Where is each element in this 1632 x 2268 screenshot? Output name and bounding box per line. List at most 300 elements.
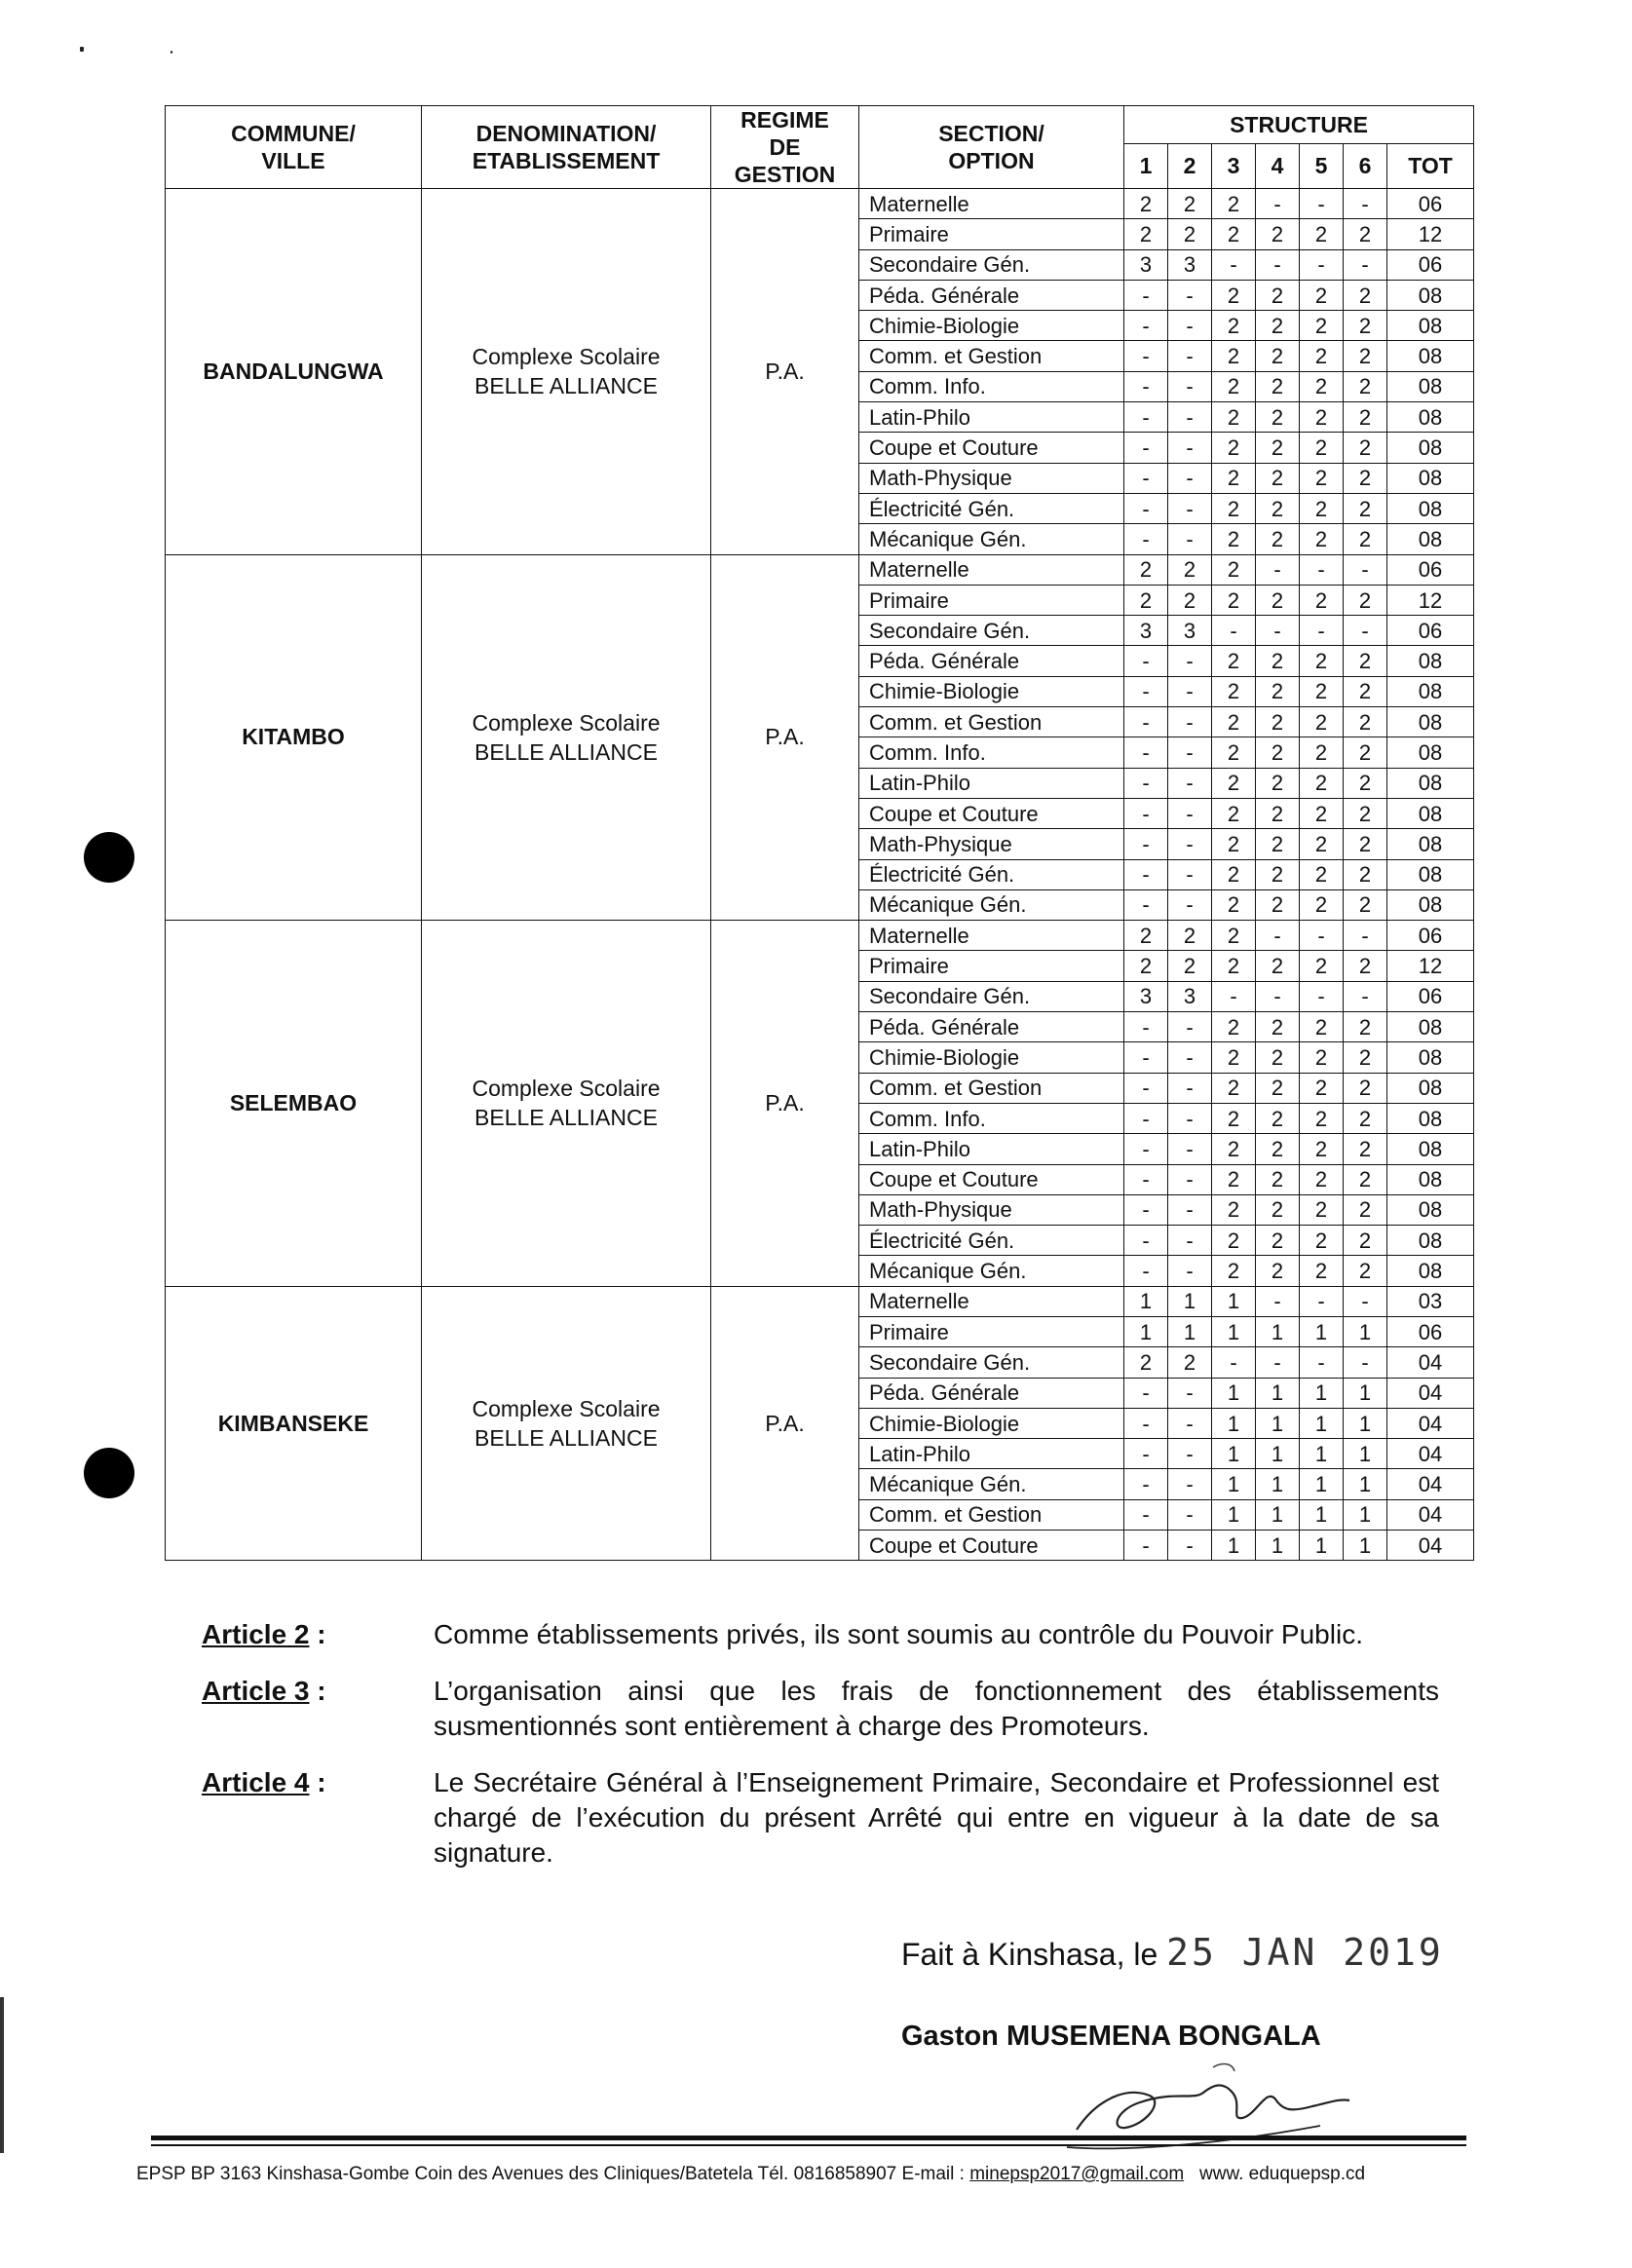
year-cell: 2	[1256, 371, 1300, 401]
year-cell: 1	[1344, 1469, 1387, 1499]
year-cell: 2	[1212, 646, 1256, 676]
total-cell: 04	[1387, 1531, 1474, 1561]
year-cell: 2	[1256, 463, 1300, 493]
section-cell: Math-Physique	[859, 829, 1124, 859]
total-cell: 08	[1387, 707, 1474, 737]
article	[202, 1765, 1439, 1871]
section-cell: Mécanique Gén.	[859, 1469, 1124, 1499]
year-cell: 2	[1124, 219, 1168, 249]
year-cell: 2	[1256, 402, 1300, 433]
year-cell: 2	[1344, 1164, 1387, 1194]
section-cell: Chimie-Biologie	[859, 1042, 1124, 1073]
year-cell: -	[1256, 1286, 1300, 1316]
year-cell: -	[1124, 433, 1168, 463]
year-cell: 1	[1212, 1408, 1256, 1438]
total-cell: 08	[1387, 1164, 1474, 1194]
year-cell: 2	[1256, 737, 1300, 768]
year-cell: 2	[1300, 280, 1344, 310]
year-cell: 2	[1344, 463, 1387, 493]
total-cell: 03	[1387, 1286, 1474, 1316]
year-cell: 2	[1212, 1042, 1256, 1073]
year-cell: 2	[1256, 1103, 1300, 1133]
year-cell: 2	[1124, 189, 1168, 219]
article-label: Article 2 :	[202, 1619, 326, 1649]
structure-table	[165, 105, 1474, 1561]
year-cell: 2	[1212, 371, 1256, 401]
year-cell: 2	[1212, 524, 1256, 554]
year-cell: -	[1124, 1378, 1168, 1408]
year-cell: 2	[1212, 554, 1256, 585]
total-cell: 04	[1387, 1469, 1474, 1499]
year-cell: 2	[1344, 1194, 1387, 1225]
header-total: TOT	[1387, 143, 1474, 188]
year-cell: -	[1168, 676, 1212, 706]
year-cell: 2	[1256, 280, 1300, 310]
year-cell: -	[1124, 1531, 1168, 1561]
year-cell: -	[1168, 433, 1212, 463]
year-cell: 1	[1300, 1531, 1344, 1561]
section-cell: Secondaire Gén.	[859, 981, 1124, 1011]
year-cell: 2	[1212, 1073, 1256, 1103]
year-cell: -	[1168, 1164, 1212, 1194]
year-cell: 2	[1212, 1164, 1256, 1194]
section-cell: Péda. Générale	[859, 280, 1124, 310]
year-cell: -	[1300, 554, 1344, 585]
article-text: Le Secrétaire Général à l’Enseignement Primaire, Secondaire et Professionnel est chargé de l’exécution du présent Arrêté qui entre en vigueur à la date de sa signature.	[434, 1767, 1439, 1868]
year-cell: -	[1256, 189, 1300, 219]
etablissement-cell: Complexe Scolaire BELLE ALLIANCE	[422, 921, 711, 1287]
year-cell: 2	[1212, 1256, 1256, 1286]
total-cell: 12	[1387, 585, 1474, 615]
year-cell: -	[1344, 981, 1387, 1011]
total-cell: 04	[1387, 1499, 1474, 1530]
year-cell: 2	[1256, 889, 1300, 920]
year-cell: -	[1168, 798, 1212, 828]
section-cell: Coupe et Couture	[859, 1164, 1124, 1194]
year-cell: 2	[1212, 280, 1256, 310]
total-cell: 08	[1387, 1256, 1474, 1286]
year-cell: 2	[1344, 737, 1387, 768]
year-cell: -	[1344, 249, 1387, 280]
year-cell: 2	[1212, 889, 1256, 920]
year-cell: 2	[1212, 219, 1256, 249]
year-cell: 2	[1212, 402, 1256, 433]
year-cell: 2	[1344, 402, 1387, 433]
year-cell: 2	[1256, 1164, 1300, 1194]
year-cell: -	[1212, 616, 1256, 646]
year-cell: 2	[1300, 524, 1344, 554]
year-cell: 2	[1124, 554, 1168, 585]
year-cell: -	[1344, 189, 1387, 219]
year-cell: -	[1124, 1499, 1168, 1530]
year-cell: 2	[1344, 1134, 1387, 1164]
year-cell: -	[1124, 524, 1168, 554]
year-cell: 2	[1256, 433, 1300, 463]
footer-rule-thin	[151, 2144, 1466, 2146]
article	[202, 1617, 1439, 1652]
year-cell: -	[1168, 1378, 1212, 1408]
table-row	[166, 921, 1474, 951]
year-cell: 2	[1344, 493, 1387, 523]
year-cell: 2	[1212, 189, 1256, 219]
scan-edge-mark	[0, 1997, 4, 2153]
year-cell: -	[1168, 341, 1212, 371]
year-cell: 1	[1124, 1286, 1168, 1316]
year-cell: 1	[1212, 1378, 1256, 1408]
section-cell: Mécanique Gén.	[859, 889, 1124, 920]
section-cell: Comm. Info.	[859, 1103, 1124, 1133]
year-cell: 2	[1124, 1347, 1168, 1378]
year-cell: 1	[1344, 1378, 1387, 1408]
year-cell: 1	[1168, 1286, 1212, 1316]
section-cell: Comm. et Gestion	[859, 341, 1124, 371]
section-cell: Secondaire Gén.	[859, 249, 1124, 280]
year-cell: 2	[1212, 798, 1256, 828]
year-cell: 2	[1344, 1073, 1387, 1103]
total-cell: 06	[1387, 616, 1474, 646]
year-cell: 2	[1212, 1012, 1256, 1042]
year-cell: 2	[1168, 189, 1212, 219]
year-cell: 2	[1212, 707, 1256, 737]
table-row	[166, 554, 1474, 585]
year-cell: -	[1124, 889, 1168, 920]
section-cell: Comm. et Gestion	[859, 1073, 1124, 1103]
total-cell: 04	[1387, 1378, 1474, 1408]
year-cell: 2	[1300, 341, 1344, 371]
total-cell: 08	[1387, 1134, 1474, 1164]
year-cell: 1	[1256, 1499, 1300, 1530]
year-cell: 2	[1256, 524, 1300, 554]
section-cell: Maternelle	[859, 189, 1124, 219]
year-cell: 2	[1168, 921, 1212, 951]
section-cell: Péda. Générale	[859, 646, 1124, 676]
total-cell: 08	[1387, 371, 1474, 401]
year-cell: -	[1256, 921, 1300, 951]
year-cell: 2	[1256, 676, 1300, 706]
year-cell: 2	[1300, 463, 1344, 493]
year-cell: 2	[1300, 219, 1344, 249]
year-cell: 2	[1256, 951, 1300, 981]
year-cell: 2	[1256, 1256, 1300, 1286]
year-cell: -	[1124, 798, 1168, 828]
total-cell: 08	[1387, 1042, 1474, 1073]
year-cell: -	[1256, 1347, 1300, 1378]
year-cell: -	[1124, 1256, 1168, 1286]
total-cell: 06	[1387, 1316, 1474, 1346]
year-cell: -	[1124, 859, 1168, 889]
section-cell: Électricité Gén.	[859, 1226, 1124, 1256]
year-cell: 2	[1168, 1347, 1212, 1378]
header-year: 3	[1212, 143, 1256, 188]
year-cell: 2	[1212, 768, 1256, 798]
year-cell: 3	[1168, 981, 1212, 1011]
year-cell: 2	[1256, 1073, 1300, 1103]
section-cell: Électricité Gén.	[859, 859, 1124, 889]
year-cell: -	[1124, 402, 1168, 433]
year-cell: 2	[1256, 1042, 1300, 1073]
year-cell: 1	[1300, 1316, 1344, 1346]
year-cell: 2	[1168, 219, 1212, 249]
section-cell: Comm. et Gestion	[859, 1499, 1124, 1530]
articles-section	[202, 1617, 1439, 1892]
total-cell: 08	[1387, 889, 1474, 920]
year-cell: 2	[1344, 433, 1387, 463]
year-cell: -	[1168, 768, 1212, 798]
year-cell: -	[1124, 676, 1168, 706]
year-cell: 2	[1344, 646, 1387, 676]
year-cell: 2	[1256, 1226, 1300, 1256]
total-cell: 08	[1387, 341, 1474, 371]
year-cell: 1	[1212, 1499, 1256, 1530]
year-cell: -	[1124, 341, 1168, 371]
year-cell: 2	[1256, 859, 1300, 889]
year-cell: 2	[1344, 1012, 1387, 1042]
year-cell: 2	[1344, 371, 1387, 401]
total-cell: 08	[1387, 433, 1474, 463]
year-cell: -	[1168, 402, 1212, 433]
section-cell: Comm. Info.	[859, 737, 1124, 768]
date-stamp: 25 JAN 2019	[1166, 1931, 1444, 1974]
year-cell: -	[1168, 280, 1212, 310]
section-cell: Coupe et Couture	[859, 1531, 1124, 1561]
year-cell: 2	[1300, 402, 1344, 433]
year-cell: -	[1168, 371, 1212, 401]
year-cell: 2	[1300, 1194, 1344, 1225]
year-cell: 1	[1300, 1499, 1344, 1530]
section-cell: Math-Physique	[859, 1194, 1124, 1225]
year-cell: 2	[1344, 585, 1387, 615]
year-cell: 2	[1344, 219, 1387, 249]
footer-address: EPSP BP 3163 Kinshasa-Gombe Coin des Avenues des Cliniques/Batetela Tél. 0816858907 E-mail :	[136, 2164, 965, 2184]
year-cell: -	[1124, 280, 1168, 310]
year-cell: -	[1168, 1134, 1212, 1164]
year-cell: 1	[1212, 1286, 1256, 1316]
year-cell: -	[1344, 1347, 1387, 1378]
year-cell: 2	[1344, 889, 1387, 920]
year-cell: 2	[1212, 585, 1256, 615]
year-cell: 2	[1212, 676, 1256, 706]
header-year: 5	[1300, 143, 1344, 188]
year-cell: 1	[1212, 1531, 1256, 1561]
year-cell: 2	[1344, 1103, 1387, 1133]
year-cell: 2	[1300, 433, 1344, 463]
year-cell: 1	[1344, 1439, 1387, 1469]
year-cell: 1	[1212, 1469, 1256, 1499]
article-text: L’organisation ainsi que les frais de fonctionnement des établissements susmentionnés sont entièrement à charge des Promoteurs.	[434, 1676, 1439, 1741]
etablissement-cell: Complexe Scolaire BELLE ALLIANCE	[422, 554, 711, 921]
commune-cell: SELEMBAO	[166, 921, 422, 1287]
year-cell: 2	[1300, 859, 1344, 889]
commune-cell: BANDALUNGWA	[166, 189, 422, 555]
year-cell: 2	[1256, 1134, 1300, 1164]
year-cell: 2	[1344, 1256, 1387, 1286]
year-cell: 1	[1300, 1469, 1344, 1499]
article	[202, 1674, 1439, 1744]
year-cell: -	[1168, 1042, 1212, 1073]
year-cell: 2	[1212, 341, 1256, 371]
year-cell: 1	[1344, 1316, 1387, 1346]
section-cell: Chimie-Biologie	[859, 676, 1124, 706]
year-cell: 3	[1124, 616, 1168, 646]
year-cell: 1	[1124, 1316, 1168, 1346]
year-cell: 2	[1344, 280, 1387, 310]
year-cell: 2	[1212, 311, 1256, 341]
year-cell: 2	[1344, 707, 1387, 737]
total-cell: 06	[1387, 981, 1474, 1011]
footer-rule-thick	[151, 2136, 1466, 2140]
year-cell: -	[1300, 1347, 1344, 1378]
year-cell: -	[1300, 249, 1344, 280]
year-cell: -	[1168, 524, 1212, 554]
year-cell: 2	[1300, 707, 1344, 737]
year-cell: 2	[1212, 1226, 1256, 1256]
year-cell: -	[1124, 1408, 1168, 1438]
section-cell: Chimie-Biologie	[859, 311, 1124, 341]
header-regime: REGIME DE GESTION	[711, 106, 859, 189]
year-cell: 3	[1168, 249, 1212, 280]
total-cell: 08	[1387, 1073, 1474, 1103]
article-label-text: Article 3	[202, 1676, 310, 1706]
year-cell: 2	[1300, 798, 1344, 828]
year-cell: -	[1124, 1073, 1168, 1103]
total-cell: 04	[1387, 1439, 1474, 1469]
year-cell: 1	[1256, 1408, 1300, 1438]
punch-hole	[84, 832, 134, 883]
year-cell: -	[1212, 981, 1256, 1011]
year-cell: -	[1256, 554, 1300, 585]
etablissement-cell: Complexe Scolaire BELLE ALLIANCE	[422, 189, 711, 555]
footer-website[interactable]: www. eduquepsp.cd	[1199, 2164, 1366, 2184]
year-cell: 2	[1300, 646, 1344, 676]
section-cell: Péda. Générale	[859, 1012, 1124, 1042]
total-cell: 06	[1387, 189, 1474, 219]
year-cell: -	[1168, 1256, 1212, 1286]
regime-cell: P.A.	[711, 1286, 859, 1561]
year-cell: -	[1168, 737, 1212, 768]
header-section: SECTION/ OPTION	[859, 106, 1124, 189]
structure-table-wrapper	[165, 105, 1473, 1561]
year-cell: -	[1344, 554, 1387, 585]
year-cell: -	[1168, 1226, 1212, 1256]
year-cell: 2	[1212, 859, 1256, 889]
section-cell: Coupe et Couture	[859, 433, 1124, 463]
year-cell: -	[1124, 1164, 1168, 1194]
footer-email[interactable]: minepsp2017@gmail.com	[969, 2164, 1185, 2184]
total-cell: 08	[1387, 1103, 1474, 1133]
section-cell: Latin-Philo	[859, 1134, 1124, 1164]
year-cell: 1	[1256, 1316, 1300, 1346]
year-cell: 2	[1212, 433, 1256, 463]
footer	[136, 2164, 1500, 2185]
total-cell: 08	[1387, 829, 1474, 859]
year-cell: 2	[1212, 1134, 1256, 1164]
year-cell: -	[1300, 921, 1344, 951]
section-cell: Latin-Philo	[859, 402, 1124, 433]
header-commune: COMMUNE/ VILLE	[166, 106, 422, 189]
year-cell: 2	[1344, 859, 1387, 889]
year-cell: -	[1168, 1073, 1212, 1103]
year-cell: -	[1124, 737, 1168, 768]
year-cell: 2	[1300, 1073, 1344, 1103]
place-date-line	[901, 1931, 1444, 1974]
header-year: 2	[1168, 143, 1212, 188]
year-cell: 2	[1300, 1012, 1344, 1042]
year-cell: -	[1124, 1012, 1168, 1042]
year-cell: -	[1168, 1194, 1212, 1225]
year-cell: 2	[1300, 371, 1344, 401]
signer-name: Gaston MUSEMENA BONGALA	[901, 2021, 1321, 2052]
year-cell: 2	[1300, 585, 1344, 615]
handwritten-signature	[1057, 2042, 1369, 2169]
year-cell: 2	[1212, 493, 1256, 523]
year-cell: 2	[1256, 493, 1300, 523]
year-cell: 1	[1256, 1378, 1300, 1408]
section-cell: Primaire	[859, 951, 1124, 981]
section-cell: Maternelle	[859, 921, 1124, 951]
year-cell: 2	[1344, 1042, 1387, 1073]
section-cell: Latin-Philo	[859, 768, 1124, 798]
section-cell: Électricité Gén.	[859, 493, 1124, 523]
year-cell: -	[1300, 1286, 1344, 1316]
total-cell: 12	[1387, 219, 1474, 249]
year-cell: 2	[1256, 341, 1300, 371]
total-cell: 06	[1387, 554, 1474, 585]
year-cell: 2	[1212, 1194, 1256, 1225]
year-cell: 2	[1300, 1226, 1344, 1256]
total-cell: 08	[1387, 798, 1474, 828]
year-cell: -	[1168, 493, 1212, 523]
header-year: 4	[1256, 143, 1300, 188]
year-cell: 2	[1344, 1226, 1387, 1256]
total-cell: 08	[1387, 1012, 1474, 1042]
year-cell: -	[1124, 1469, 1168, 1499]
place-label: Fait à Kinshasa, le	[901, 1937, 1158, 1972]
year-cell: 2	[1300, 951, 1344, 981]
section-cell: Maternelle	[859, 554, 1124, 585]
header-row	[166, 106, 1474, 144]
year-cell: -	[1256, 981, 1300, 1011]
section-cell: Coupe et Couture	[859, 798, 1124, 828]
year-cell: -	[1168, 829, 1212, 859]
table-row	[166, 189, 1474, 219]
year-cell: 2	[1344, 676, 1387, 706]
year-cell: -	[1300, 189, 1344, 219]
year-cell: -	[1300, 981, 1344, 1011]
regime-cell: P.A.	[711, 554, 859, 921]
year-cell: 2	[1300, 493, 1344, 523]
year-cell: 2	[1344, 951, 1387, 981]
year-cell: -	[1168, 646, 1212, 676]
year-cell: 1	[1256, 1439, 1300, 1469]
year-cell: 1	[1256, 1469, 1300, 1499]
article-label-text: Article 2	[202, 1619, 310, 1649]
punch-hole	[84, 1448, 134, 1498]
total-cell: 12	[1387, 951, 1474, 981]
section-cell: Péda. Générale	[859, 1378, 1124, 1408]
year-cell: 2	[1212, 1103, 1256, 1133]
section-cell: Primaire	[859, 219, 1124, 249]
year-cell: -	[1124, 463, 1168, 493]
year-cell: -	[1344, 921, 1387, 951]
year-cell: -	[1124, 768, 1168, 798]
year-cell: 2	[1256, 1194, 1300, 1225]
year-cell: 2	[1256, 829, 1300, 859]
header-denomination: DENOMINATION/ ETABLISSEMENT	[422, 106, 711, 189]
total-cell: 08	[1387, 280, 1474, 310]
article-label: Article 4 :	[202, 1767, 326, 1797]
year-cell: -	[1344, 1286, 1387, 1316]
year-cell: 1	[1344, 1499, 1387, 1530]
